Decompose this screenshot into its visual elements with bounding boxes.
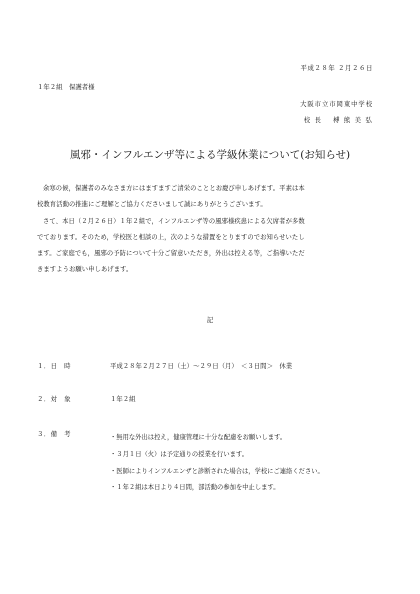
body-line: 余寒の候，保護者のみなさま方にはますますご清栄のこととお慶び申しあげます。平素は本: [43, 185, 305, 192]
principal-name: 校 長 榑 熊 美 弘: [303, 116, 373, 124]
item-value: 平成２８年２月２７日（土）～２９日（月） ＜３日間＞ 休業: [110, 362, 293, 370]
body-line: 校教育活動の推進にご理解とご協力くださいまして誠にありがとうございます。: [37, 201, 267, 209]
body-line: さて、本日（２月２６日）１年２組で，インフルエンザ等の風邪様疾患による欠席者が多数: [43, 217, 305, 225]
issue-date: 平成２８年 ２月２６日: [300, 64, 373, 72]
item-label: ２．対 象: [37, 395, 71, 403]
remark-item: ・無用な外出は控え，健康管理に十分な配慮をお願いします。: [110, 434, 287, 441]
notice-body: [37, 181, 382, 279]
school-name: 大阪市立市岡東中学校: [300, 100, 373, 108]
remark-item: ・医師によりインフルエンザと診断された場合は，学校にご連絡ください。: [110, 467, 324, 475]
addressee: １年２組 保護者様: [37, 83, 95, 91]
notice-title: 風邪・インフルエンザ等による学級休業について(お知らせ): [69, 149, 351, 161]
item-value: １年２組: [110, 395, 136, 403]
body-line: きますようお願い申しあげます。: [37, 266, 133, 274]
remark-item: ・３月１日（火）は予定通りの授業を行います。: [110, 450, 249, 458]
remark-item: ・１年２組は本日より４日間，部活動の参加を中止します。: [110, 484, 280, 492]
body-line: でております。そのため，学校医と相談の上，次のような措置をとりますのでお知らせいたし: [37, 233, 305, 241]
item-label: ３．備 考: [37, 430, 71, 438]
ki-heading: 記: [206, 316, 214, 324]
remarks-list: [110, 430, 324, 497]
body-line: ます。ご家庭でも，風邪の予防について十分ご留意いただき，外出は控える等，ご指導いただ: [37, 250, 305, 258]
item-label: １．日 時: [37, 362, 71, 370]
